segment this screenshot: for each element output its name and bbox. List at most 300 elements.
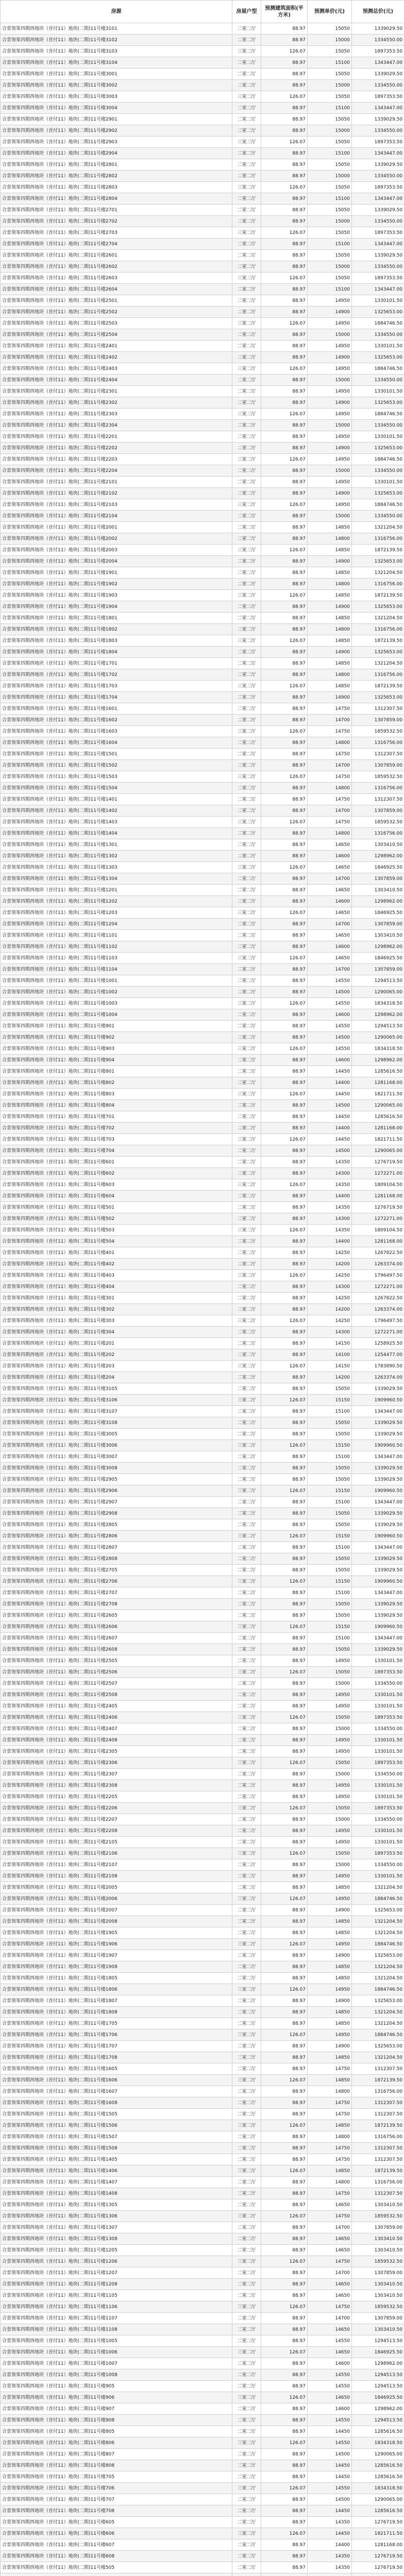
- cell-unit: 合景领峯四期西地块（首付11）地块(二期)11号楼2108: [1, 1871, 232, 1882]
- cell-area: 88.97: [261, 2109, 308, 2120]
- cell-type: 二室二厅: [232, 1236, 261, 1247]
- cell-unit: 合景领峯四期西地块（首付11）地块(二期)11号楼1105: [1, 2290, 232, 2301]
- cell-unit: 合景领峯四期西地块（首付11）地块(二期)11号楼2708: [1, 1599, 232, 1610]
- table-row: [1, 2539, 404, 2551]
- cell-unit: 合景领峯四期西地块（首付11）地块(二期)11号楼3007: [1, 1451, 232, 1463]
- cell-type: 三室二厅: [232, 227, 261, 239]
- cell-total: 1290065.00: [352, 1032, 404, 1043]
- cell-unit: 合景领峯四期西地块（首付11）地块(二期)11号楼1606: [1, 2075, 232, 2086]
- cell-area: 126.07: [261, 1179, 308, 1191]
- cell-area: 126.07: [261, 1485, 308, 1497]
- cell-total: 1884746.50: [352, 454, 404, 465]
- cell-unit: 合景领峯四期西地块（首付11）地块(二期)11号楼2605: [1, 1610, 232, 1621]
- cell-type: 二室二厅: [232, 1587, 261, 1599]
- cell-unit: 合景领峯四期西地块（首付11）地块(二期)11号楼2908: [1, 1508, 232, 1519]
- cell-unit: 合景领峯四期西地块（首付11）地块(二期)11号楼3102: [1, 35, 232, 46]
- cell-area: 88.97: [261, 2188, 308, 2199]
- cell-total: 1321204.50: [352, 2007, 404, 2018]
- cell-unit: 合景领峯四期西地块（首付11）地块(二期)11号楼608: [1, 2551, 232, 2562]
- cell-area: 88.97: [261, 1837, 308, 1848]
- table-row: [1, 148, 404, 159]
- cell-price: 14900: [308, 307, 352, 318]
- cell-area: 88.97: [261, 567, 308, 579]
- cell-price: 14800: [308, 2131, 352, 2143]
- cell-price: 14950: [308, 2029, 352, 2041]
- cell-type: 三室二厅: [232, 545, 261, 556]
- cell-unit: 合景领峯四期西地块（首付11）地块(二期)11号楼501: [1, 1202, 232, 1213]
- cell-price: 14800: [308, 669, 352, 681]
- cell-unit: 合景领峯四期西地块（首付11）地块(二期)11号楼1301: [1, 839, 232, 851]
- cell-price: 14650: [308, 953, 352, 964]
- table-row: [1, 953, 404, 964]
- cell-type: 二室二厅: [232, 1383, 261, 1395]
- cell-price: 14800: [308, 533, 352, 545]
- cell-price: 14450: [308, 2528, 352, 2539]
- cell-area: 126.07: [261, 2120, 308, 2131]
- cell-price: 14450: [308, 1066, 352, 1077]
- cell-unit: 合景领峯四期西地块（首付11）地块(二期)11号楼2502: [1, 307, 232, 318]
- cell-unit: 合景领峯四期西地块（首付11）地块(二期)11号楼2008: [1, 1916, 232, 1927]
- cell-total: 1312307.50: [352, 2109, 404, 2120]
- cell-total: 1339029.50: [352, 1610, 404, 1621]
- cell-area: 88.97: [261, 386, 308, 397]
- cell-area: 88.97: [261, 2403, 308, 2415]
- table-row: [1, 919, 404, 930]
- cell-price: 14650: [308, 2233, 352, 2245]
- cell-type: 二室二厅: [232, 1032, 261, 1043]
- cell-price: 15100: [308, 284, 352, 295]
- cell-area: 88.97: [261, 749, 308, 760]
- cell-price: 14850: [308, 567, 352, 579]
- cell-unit: 合景领峯四期西地块（首付11）地块(二期)11号楼2201: [1, 431, 232, 443]
- cell-area: 88.97: [261, 1644, 308, 1655]
- cell-total: 1325653.00: [352, 397, 404, 409]
- cell-area: 126.07: [261, 953, 308, 964]
- cell-total: 1884746.50: [352, 499, 404, 511]
- table-row: [1, 839, 404, 851]
- cell-price: 14750: [308, 749, 352, 760]
- cell-unit: 合景领峯四期西地块（首付11）地块(二期)11号楼707: [1, 2494, 232, 2505]
- cell-price: 14650: [308, 2324, 352, 2335]
- cell-type: 二室二厅: [232, 2494, 261, 2505]
- cell-type: 二室二厅: [232, 851, 261, 862]
- table-row: [1, 1531, 404, 1542]
- cell-total: 1339029.50: [352, 1519, 404, 1531]
- cell-unit: 合景领峯四期西地块（首付11）地块(二期)11号楼805: [1, 2426, 232, 2437]
- cell-type: 二室二厅: [232, 2426, 261, 2437]
- table-row: [1, 250, 404, 261]
- table-row: [1, 2211, 404, 2222]
- cell-type: 二室二厅: [232, 1406, 261, 1417]
- table-row: [1, 2256, 404, 2267]
- cell-type: 二室二厅: [232, 624, 261, 635]
- cell-total: 1298962.00: [352, 941, 404, 953]
- table-row: [1, 477, 404, 488]
- cell-area: 88.97: [261, 1009, 308, 1021]
- table-row: [1, 1825, 404, 1837]
- cell-total: 1325653.00: [352, 647, 404, 658]
- cell-area: 88.97: [261, 1236, 308, 1247]
- cell-type: 二室二厅: [232, 397, 261, 409]
- cell-type: 二室二厅: [232, 2460, 261, 2471]
- cell-unit: 合景领峯四期西地块（首付11）地块(二期)11号楼2005: [1, 1882, 232, 1893]
- cell-total: 1343447.00: [352, 193, 404, 205]
- cell-total: 1859532.50: [352, 817, 404, 828]
- cell-type: 二室二厅: [232, 873, 261, 885]
- cell-area: 88.97: [261, 885, 308, 896]
- cell-total: 1872139.50: [352, 2165, 404, 2177]
- cell-total: 1339029.50: [352, 1644, 404, 1655]
- cell-type: 二室二厅: [232, 1066, 261, 1077]
- cell-total: 1884746.50: [352, 1939, 404, 1950]
- cell-price: 14650: [308, 2290, 352, 2301]
- cell-price: 14300: [308, 1281, 352, 1293]
- cell-area: 88.97: [261, 2177, 308, 2188]
- cell-type: 三室二厅: [232, 2165, 261, 2177]
- table-row: [1, 1701, 404, 1712]
- table-row: [1, 46, 404, 57]
- table-row: [1, 1961, 404, 1973]
- cell-total: 1334550.00: [352, 1769, 404, 1780]
- cell-area: 88.97: [261, 1587, 308, 1599]
- table-row: [1, 239, 404, 250]
- cell-total: 1307859.00: [352, 919, 404, 930]
- cell-type: 二室二厅: [232, 307, 261, 318]
- cell-total: 1330101.50: [352, 295, 404, 307]
- cell-type: 二室二厅: [232, 511, 261, 522]
- table-row: [1, 1848, 404, 1859]
- table-row: [1, 647, 404, 658]
- table-row: [1, 2551, 404, 2562]
- cell-type: 二室二厅: [232, 2539, 261, 2551]
- cell-area: 88.97: [261, 1259, 308, 1270]
- cell-type: 二室二厅: [232, 556, 261, 567]
- cell-price: 15050: [308, 23, 352, 35]
- cell-unit: 合景领峯四期西地块（首付11）地块(二期)11号楼2307: [1, 1769, 232, 1780]
- cell-total: 1330101.50: [352, 1701, 404, 1712]
- cell-unit: 合景领峯四期西地块（首付11）地块(二期)11号楼2506: [1, 1667, 232, 1678]
- cell-unit: 合景领峯四期西地块（首付11）地块(二期)11号楼1906: [1, 1939, 232, 1950]
- cell-unit: 合景领峯四期西地块（首付11）地块(二期)11号楼2407: [1, 1723, 232, 1735]
- table-row: [1, 1655, 404, 1667]
- cell-area: 88.97: [261, 397, 308, 409]
- cell-total: 1897353.50: [352, 1757, 404, 1769]
- cell-price: 14400: [308, 1123, 352, 1134]
- cell-unit: 合景领峯四期西地块（首付11）地块(二期)11号楼1707: [1, 2041, 232, 2052]
- cell-unit: 合景领峯四期西地块（首付11）地块(二期)11号楼2601: [1, 250, 232, 261]
- cell-area: 88.97: [261, 2290, 308, 2301]
- cell-unit: 合景领峯四期西地块（首付11）地块(二期)11号楼1407: [1, 2177, 232, 2188]
- cell-price: 14750: [308, 2143, 352, 2154]
- table-row: [1, 1576, 404, 1587]
- cell-unit: 合景领峯四期西地块（首付11）地块(二期)11号楼2505: [1, 1655, 232, 1667]
- cell-total: 1796497.50: [352, 1270, 404, 1281]
- cell-total: 1334550.00: [352, 375, 404, 386]
- cell-area: 88.97: [261, 1123, 308, 1134]
- table-row: [1, 465, 404, 477]
- cell-area: 88.97: [261, 23, 308, 35]
- cell-unit: 合景领峯四期西地块（首付11）地块(二期)11号楼204: [1, 1372, 232, 1383]
- cell-type: 二室二厅: [232, 1519, 261, 1531]
- table-row: [1, 1542, 404, 1553]
- cell-type: 二室二厅: [232, 284, 261, 295]
- cell-unit: 合景领峯四期西地块（首付11）地块(二期)11号楼803: [1, 1089, 232, 1100]
- cell-price: 15100: [308, 193, 352, 205]
- table-row: [1, 1111, 404, 1123]
- cell-price: 15100: [308, 148, 352, 159]
- cell-type: 二室二厅: [232, 930, 261, 941]
- cell-total: 1330101.50: [352, 1780, 404, 1791]
- cell-total: 1312307.50: [352, 794, 404, 805]
- cell-type: 三室二厅: [232, 1485, 261, 1497]
- table-row: [1, 987, 404, 998]
- cell-area: 88.97: [261, 1066, 308, 1077]
- cell-unit: 合景领峯四期西地块（首付11）地块(二期)11号楼907: [1, 2403, 232, 2415]
- cell-total: 1285616.50: [352, 1066, 404, 1077]
- table-row: [1, 1100, 404, 1111]
- cell-total: 1809104.50: [352, 1225, 404, 1236]
- cell-unit: 合景领峯四期西地块（首付11）地块(二期)11号楼2007: [1, 1905, 232, 1916]
- cell-total: 1290065.00: [352, 987, 404, 998]
- cell-area: 88.97: [261, 420, 308, 431]
- table-row: [1, 2347, 404, 2358]
- cell-total: 1343447.00: [352, 1633, 404, 1644]
- cell-price: 15000: [308, 216, 352, 227]
- table-row: [1, 182, 404, 193]
- cell-price: 14350: [308, 2517, 352, 2528]
- cell-type: 三室二厅: [232, 726, 261, 737]
- cell-area: 88.97: [261, 579, 308, 590]
- cell-price: 14750: [308, 817, 352, 828]
- cell-price: 14400: [308, 1077, 352, 1089]
- cell-type: 二室二厅: [232, 2403, 261, 2415]
- table-row: [1, 873, 404, 885]
- cell-area: 88.97: [261, 2551, 308, 2562]
- table-row: [1, 692, 404, 703]
- cell-area: 88.97: [261, 975, 308, 987]
- cell-area: 88.97: [261, 1293, 308, 1304]
- table-row: [1, 975, 404, 987]
- cell-type: 二室二厅: [232, 1678, 261, 1689]
- cell-type: 三室二厅: [232, 273, 261, 284]
- cell-price: 15050: [308, 1565, 352, 1576]
- table-row: [1, 137, 404, 148]
- table-row: [1, 386, 404, 397]
- cell-area: 88.97: [261, 1882, 308, 1893]
- cell-price: 15100: [308, 1633, 352, 1644]
- cell-type: 二室二厅: [232, 2086, 261, 2097]
- cell-area: 126.07: [261, 862, 308, 873]
- cell-type: 二室二厅: [232, 1168, 261, 1179]
- cell-unit: 合景领峯四期西地块（首付11）地块(二期)11号楼3106: [1, 1395, 232, 1406]
- cell-unit: 合景领峯四期西地块（首付11）地块(二期)11号楼502: [1, 1213, 232, 1225]
- table-row: [1, 2369, 404, 2381]
- cell-unit: 合景领峯四期西地块（首付11）地块(二期)11号楼2702: [1, 216, 232, 227]
- table-row: [1, 2426, 404, 2437]
- cell-unit: 合景领峯四期西地块（首付11）地块(二期)11号楼2205: [1, 1791, 232, 1803]
- cell-area: 88.97: [261, 1553, 308, 1565]
- table-row: [1, 556, 404, 567]
- cell-total: 1872139.50: [352, 545, 404, 556]
- cell-area: 88.97: [261, 1678, 308, 1689]
- cell-unit: 合景领峯四期西地块（首付11）地块(二期)11号楼804: [1, 1100, 232, 1111]
- cell-type: 二室二厅: [232, 2245, 261, 2256]
- header-total: 预测总价(元): [352, 1, 404, 23]
- table-row: [1, 1667, 404, 1678]
- cell-unit: 合景领峯四期西地块（首付11）地块(二期)11号楼1808: [1, 2007, 232, 2018]
- cell-price: 14800: [308, 579, 352, 590]
- cell-price: 15050: [308, 137, 352, 148]
- cell-area: 88.97: [261, 2539, 308, 2551]
- cell-unit: 合景领峯四期西地块（首付11）地块(二期)11号楼3003: [1, 91, 232, 103]
- cell-type: 三室二厅: [232, 2301, 261, 2313]
- cell-unit: 合景领峯四期西地块（首付11）地块(二期)11号楼2304: [1, 420, 232, 431]
- cell-area: 88.97: [261, 1281, 308, 1293]
- table-row: [1, 2301, 404, 2313]
- cell-price: 14600: [308, 2358, 352, 2369]
- cell-type: 二室二厅: [232, 80, 261, 91]
- cell-type: 三室二厅: [232, 953, 261, 964]
- table-row: [1, 1814, 404, 1825]
- cell-total: 1312307.50: [352, 2097, 404, 2109]
- cell-total: 1846925.50: [352, 907, 404, 919]
- cell-price: 14650: [308, 885, 352, 896]
- cell-price: 14600: [308, 851, 352, 862]
- cell-price: 14300: [308, 1213, 352, 1225]
- table-row: [1, 998, 404, 1009]
- cell-total: 1303410.50: [352, 930, 404, 941]
- cell-type: 二室二厅: [232, 1077, 261, 1089]
- cell-price: 14700: [308, 760, 352, 771]
- cell-area: 126.07: [261, 2165, 308, 2177]
- cell-area: 88.97: [261, 2131, 308, 2143]
- cell-unit: 合景领峯四期西地块（首付11）地块(二期)11号楼2906: [1, 1485, 232, 1497]
- cell-unit: 合景领峯四期西地块（首付11）地块(二期)11号楼1506: [1, 2120, 232, 2131]
- table-row: [1, 783, 404, 794]
- cell-total: 1263374.00: [352, 1372, 404, 1383]
- cell-area: 88.97: [261, 522, 308, 533]
- cell-total: 1334550.00: [352, 465, 404, 477]
- cell-price: 14650: [308, 839, 352, 851]
- cell-total: 1330101.50: [352, 477, 404, 488]
- cell-area: 88.97: [261, 1247, 308, 1259]
- cell-type: 二室二厅: [232, 1213, 261, 1225]
- cell-total: 1330101.50: [352, 341, 404, 352]
- cell-total: 1325653.00: [352, 352, 404, 363]
- cell-area: 88.97: [261, 1145, 308, 1157]
- cell-price: 14700: [308, 964, 352, 975]
- cell-unit: 合景领峯四期西地块（首付11）地块(二期)11号楼3005: [1, 1429, 232, 1440]
- cell-price: 15050: [308, 1383, 352, 1395]
- cell-area: 88.97: [261, 1825, 308, 1837]
- cell-price: 14950: [308, 295, 352, 307]
- table-row: [1, 409, 404, 420]
- cell-unit: 合景领峯四期西地块（首付11）地块(二期)11号楼1504: [1, 783, 232, 794]
- cell-type: 二室二厅: [232, 261, 261, 273]
- cell-unit: 合景领峯四期西地块（首付11）地块(二期)11号楼2706: [1, 1576, 232, 1587]
- table-row: [1, 1066, 404, 1077]
- cell-area: 88.97: [261, 1633, 308, 1644]
- table-row: [1, 2279, 404, 2290]
- cell-unit: 合景领峯四期西地块（首付11）地块(二期)11号楼1904: [1, 601, 232, 613]
- cell-type: 三室二厅: [232, 1531, 261, 1542]
- cell-total: 1809104.50: [352, 1179, 404, 1191]
- cell-area: 88.97: [261, 2041, 308, 2052]
- cell-unit: 合景领峯四期西地块（首付11）地块(二期)11号楼1805: [1, 1973, 232, 1984]
- cell-type: 三室二厅: [232, 1757, 261, 1769]
- cell-total: 1859532.50: [352, 2256, 404, 2267]
- cell-unit: 合景领峯四期西地块（首付11）地块(二期)11号楼1907: [1, 1950, 232, 1961]
- table-row: [1, 896, 404, 907]
- cell-unit: 合景领峯四期西地块（首付11）地块(二期)11号楼302: [1, 1304, 232, 1315]
- cell-type: 二室二厅: [232, 1916, 261, 1927]
- cell-unit: 合景领峯四期西地块（首付11）地块(二期)11号楼2405: [1, 1701, 232, 1712]
- table-row: [1, 703, 404, 715]
- cell-price: 15050: [308, 250, 352, 261]
- cell-price: 15000: [308, 420, 352, 431]
- table-row: [1, 2097, 404, 2109]
- table-row: [1, 2415, 404, 2426]
- cell-total: 1285616.50: [352, 1111, 404, 1123]
- table-row: [1, 2483, 404, 2494]
- cell-price: 14450: [308, 1111, 352, 1123]
- cell-total: 1285616.50: [352, 2426, 404, 2437]
- cell-area: 88.97: [261, 375, 308, 386]
- cell-price: 14200: [308, 1372, 352, 1383]
- cell-type: 二室二厅: [232, 1009, 261, 1021]
- cell-price: 15050: [308, 91, 352, 103]
- cell-total: 1312307.50: [352, 2154, 404, 2165]
- cell-type: 二室二厅: [232, 1259, 261, 1270]
- cell-price: 14950: [308, 1701, 352, 1712]
- cell-type: 二室二厅: [232, 1157, 261, 1168]
- cell-type: 二室二厅: [232, 420, 261, 431]
- cell-type: 三室二厅: [232, 137, 261, 148]
- cell-area: 88.97: [261, 2018, 308, 2029]
- cell-total: 1339029.50: [352, 1508, 404, 1519]
- table-row: [1, 1553, 404, 1565]
- cell-area: 88.97: [261, 1780, 308, 1791]
- table-row: [1, 760, 404, 771]
- table-row: [1, 1293, 404, 1304]
- cell-type: 二室二厅: [232, 2131, 261, 2143]
- cell-total: 1343447.00: [352, 284, 404, 295]
- cell-type: 二室二厅: [232, 69, 261, 80]
- cell-price: 14300: [308, 1327, 352, 1338]
- cell-area: 126.07: [261, 318, 308, 329]
- table-row: [1, 2449, 404, 2460]
- table-row: [1, 1723, 404, 1735]
- table-row: [1, 2460, 404, 2471]
- cell-price: 15100: [308, 1406, 352, 1417]
- cell-unit: 合景领峯四期西地块（首付11）地块(二期)11号楼708: [1, 2505, 232, 2517]
- cell-unit: 合景领峯四期西地块（首付11）地块(二期)11号楼304: [1, 1327, 232, 1338]
- table-row: [1, 397, 404, 409]
- cell-unit: 合景领峯四期西地块（首付11）地块(二期)11号楼1204: [1, 919, 232, 930]
- cell-area: 88.97: [261, 941, 308, 953]
- cell-unit: 合景领峯四期西地块（首付11）地块(二期)11号楼2207: [1, 1814, 232, 1825]
- table-row: [1, 1485, 404, 1497]
- table-row: [1, 2381, 404, 2392]
- cell-price: 14950: [308, 409, 352, 420]
- cell-type: 三室二厅: [232, 907, 261, 919]
- table-row: [1, 1043, 404, 1055]
- cell-type: 三室二厅: [232, 1576, 261, 1587]
- cell-type: 二室二厅: [232, 1145, 261, 1157]
- cell-price: 14950: [308, 318, 352, 329]
- cell-unit: 合景领峯四期西地块（首付11）地块(二期)11号楼1703: [1, 681, 232, 692]
- cell-price: 14800: [308, 2086, 352, 2097]
